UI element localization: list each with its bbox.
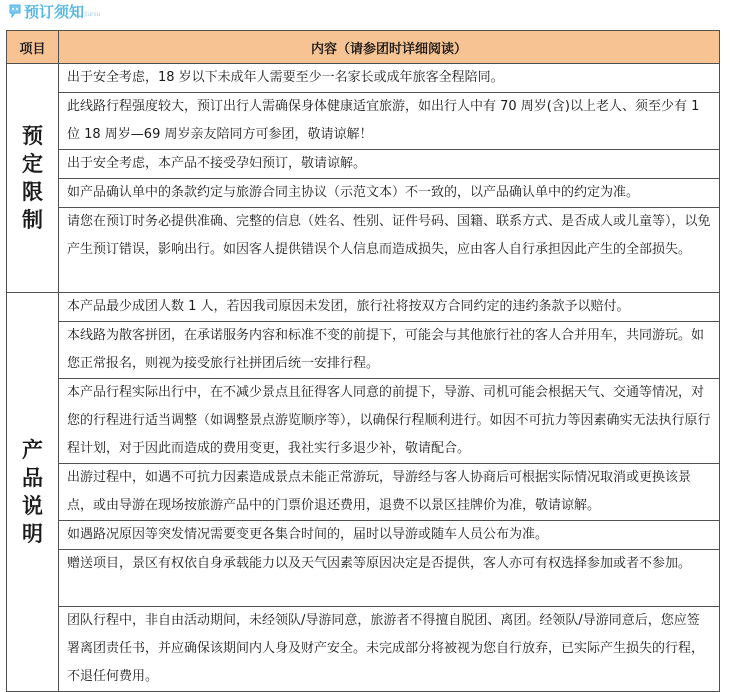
column-header-item: 项目 bbox=[7, 31, 59, 64]
table-row bbox=[7, 208, 720, 293]
content-cell: 本线路为散客拼团，在承诺服务内容和标准不变的前提下，可能会与其他旅行社的客人合并用车，共同游玩。如您正常报名，则视为接受旅行社拼团后统一安排行程。 bbox=[59, 322, 720, 379]
content-cell: 出于安全考虑，18 岁以下未成年人需要至少一名家长或成年旅客全程陪同。 bbox=[59, 64, 720, 93]
table-row bbox=[7, 64, 720, 93]
content-cell: 如产品确认单中的条款约定与旅游合同主协议（示范文本）不一致的，以产品确认单中的约定为准。 bbox=[59, 179, 720, 208]
badge-suffix: tuniu bbox=[85, 11, 101, 18]
category-label: 预 定 限 制 bbox=[22, 124, 43, 232]
column-header-content: 内容（请参团时详细阅读） bbox=[59, 31, 720, 64]
table-row bbox=[7, 521, 720, 550]
category-cell bbox=[7, 293, 59, 692]
header-badge bbox=[4, 0, 108, 22]
table-row bbox=[7, 379, 720, 464]
table-row bbox=[7, 179, 720, 208]
table-row bbox=[7, 464, 720, 521]
content-cell: 本产品行程实际出行中，在不减少景点且征得客人同意的前提下，导游、司机可能会根据天气、交通等情况，对您的行程进行适当调整（如调整景点游览顺序等），以确保行程顺利进行。如因不可抗力等因素确实无法执行原行程计划，对于因此而造成的费用变更，我社实行多退少补，敬请配合。 bbox=[59, 379, 720, 464]
table-row bbox=[7, 550, 720, 607]
content-cell: 赠送项目，景区有权依自身承载能力以及天气因素等原因决定是否提供，客人亦可有权选择参加或者不参加。 bbox=[59, 550, 720, 607]
table-row bbox=[7, 93, 720, 150]
content-cell: 如遇路况原因等突发情况需要变更各集合时间的，届时以导游或随车人员公布为准。 bbox=[59, 521, 720, 550]
table-row bbox=[7, 293, 720, 322]
notice-table bbox=[6, 30, 720, 692]
content-cell: 本产品最少成团人数 1 人，若因我司原因未发团，旅行社将按双方合同约定的违约条款予以赔付。 bbox=[59, 293, 720, 322]
content-cell: 此线路行程强度较大，预订出行人需确保身体健康适宜旅游，如出行人中有 70 周岁(含)以上老人、须至少有 1 位 18 周岁—69 周岁亲友陪同方可参团，敬请谅解！ bbox=[59, 93, 720, 150]
badge-title: 预订须知 bbox=[24, 2, 85, 21]
content-cell: 出游过程中，如遇不可抗力因素造成景点未能正常游玩，导游经与客人协商后可根据实际情况取消或更换该景点，或由导游在现场按旅游产品中的门票价退还费用，退费不以景区挂牌价为准，敬请谅解。 bbox=[59, 464, 720, 521]
content-cell: 团队行程中，非自由活动期间，未经领队/导游同意，旅游者不得擅自脱团、离团。经领队/导游同意后，您应签署离团责任书，并应确保该期间内人身及财产安全。未完成部分将被视为您自行放弃，已实际产生损失的行程，不退任何费用。 bbox=[59, 607, 720, 692]
content-cell: 请您在预订时务必提供准确、完整的信息（姓名、性别、证件号码、国籍、联系方式、是否成人或儿童等），以免产生预订错误，影响出行。如因客人提供错误个人信息而造成损失，应由客人自行承担因此产生的全部损失。 bbox=[59, 208, 720, 293]
content-cell: 出于安全考虑，本产品不接受孕妇预订，敬请谅解。 bbox=[59, 150, 720, 179]
table-header-row bbox=[7, 31, 720, 64]
table-row bbox=[7, 322, 720, 379]
table-row bbox=[7, 607, 720, 692]
category-cell bbox=[7, 64, 59, 293]
speech-bubble-icon bbox=[8, 3, 22, 19]
table-row bbox=[7, 150, 720, 179]
category-label: 产 品 说 明 bbox=[22, 438, 43, 546]
